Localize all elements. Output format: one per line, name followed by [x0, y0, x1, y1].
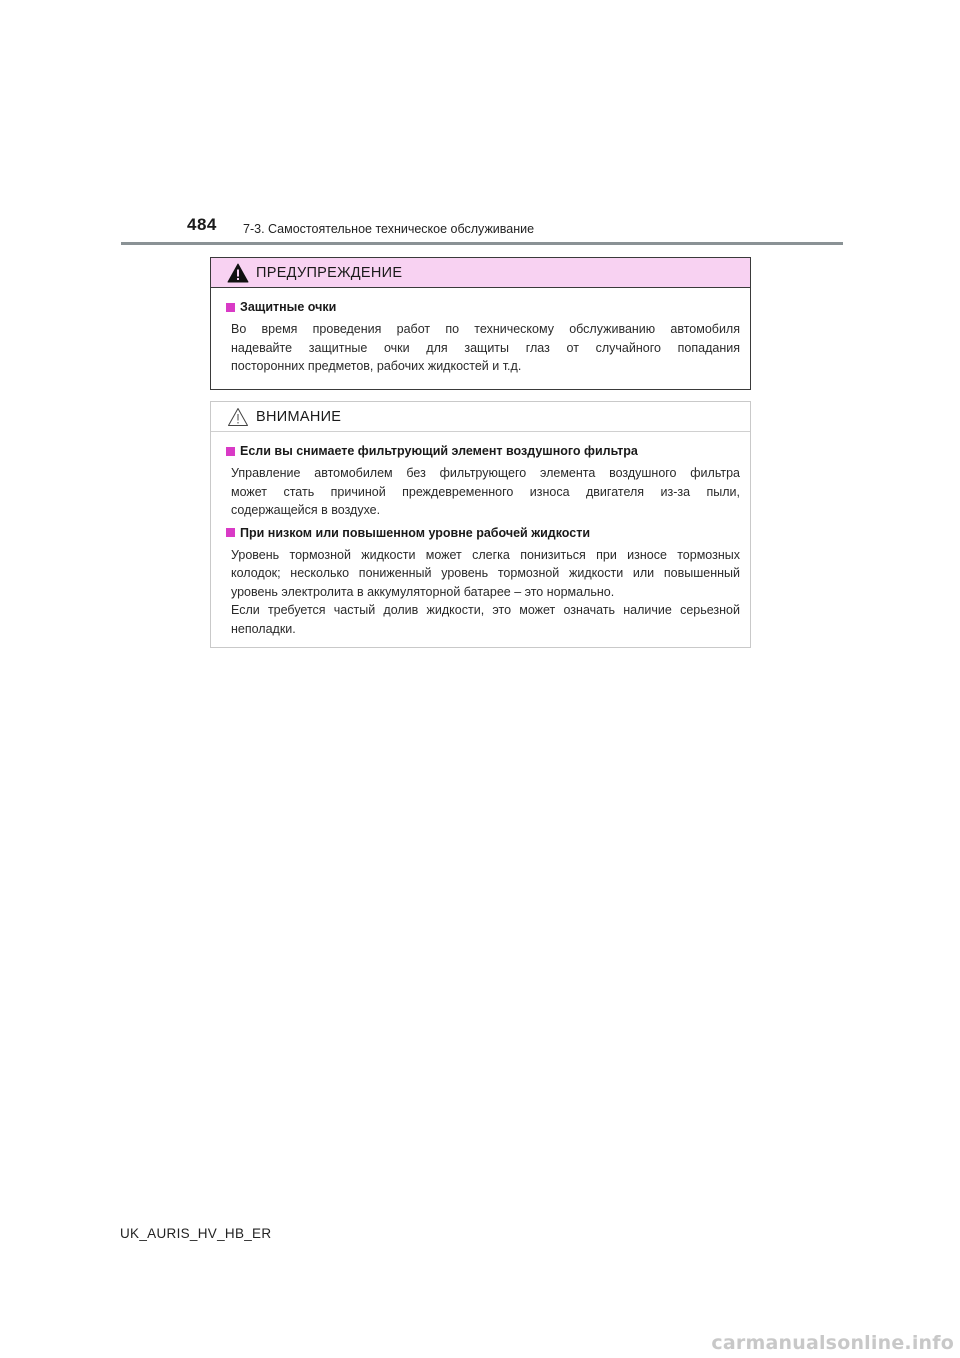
- text-line: Если требуется частый долив жидкости, это может означать наличие серьезной: [231, 603, 740, 617]
- text-line: Во время проведения работ по техническому обслуживанию автомобиля: [231, 322, 740, 336]
- warning-box-body: [211, 288, 750, 376]
- caution-box-header: [211, 402, 750, 432]
- text-line: Уровень тормозной жидкости может слегка понизиться при износе тормозных: [231, 547, 740, 562]
- section-title: 7-3. Самостоятельное техническое обслуживание: [243, 222, 535, 236]
- text-line: содержащейся в воздухе.: [231, 503, 381, 517]
- caution-box: [210, 401, 751, 648]
- document-code: UK_AURIS_HV_HB_ER: [120, 1226, 272, 1241]
- caution-item-title-text: При низком или повышенном уровне рабочей жидкости: [240, 525, 591, 540]
- caution-item-text: [226, 546, 740, 639]
- watermark[interactable]: carmanualsonline.info: [711, 1332, 954, 1354]
- caution-box-body: [211, 432, 750, 638]
- text-line: колодок; несколько пониженный уровень тормозной жидкости или повышенный: [231, 566, 740, 580]
- caution-item-title-text: Если вы снимаете фильтрующий элемент воздушного фильтра: [240, 444, 638, 458]
- text-line: уровень электролита в аккумуляторной батарее – это нормально.: [231, 584, 615, 599]
- header-rule: [121, 242, 843, 245]
- warning-box: [210, 257, 751, 390]
- text-line: посторонних предметов, рабочих жидкостей и т.д.: [231, 359, 522, 373]
- square-bullet-icon: [226, 303, 235, 312]
- caution-item-title: [226, 444, 740, 458]
- text-line: Управление автомобилем без фильтрующего элемента воздушного фильтра: [231, 466, 740, 480]
- square-bullet-icon: [226, 447, 235, 456]
- warning-heading: ПРЕДУПРЕЖДЕНИЕ: [256, 264, 403, 281]
- warning-item-title: [226, 300, 740, 314]
- page-number: 484: [187, 215, 217, 234]
- caution-item-title: [226, 526, 740, 540]
- warning-item-title-text: Защитные очки: [240, 300, 337, 314]
- warning-triangle-filled-icon: [227, 263, 249, 283]
- warning-item-text: [226, 320, 740, 376]
- square-bullet-icon: [226, 528, 235, 537]
- caution-heading: ВНИМАНИЕ: [256, 408, 342, 425]
- text-line: надевайте защитные очки для защиты глаз от случайного попадания: [231, 340, 740, 355]
- warning-box-header: [211, 258, 750, 288]
- caution-item-text: [226, 464, 740, 520]
- warning-triangle-outline-icon: [227, 407, 249, 427]
- text-line: может стать причиной преждевременного износа двигателя из-за пыли,: [231, 484, 740, 499]
- text-line: неполадки.: [231, 621, 296, 636]
